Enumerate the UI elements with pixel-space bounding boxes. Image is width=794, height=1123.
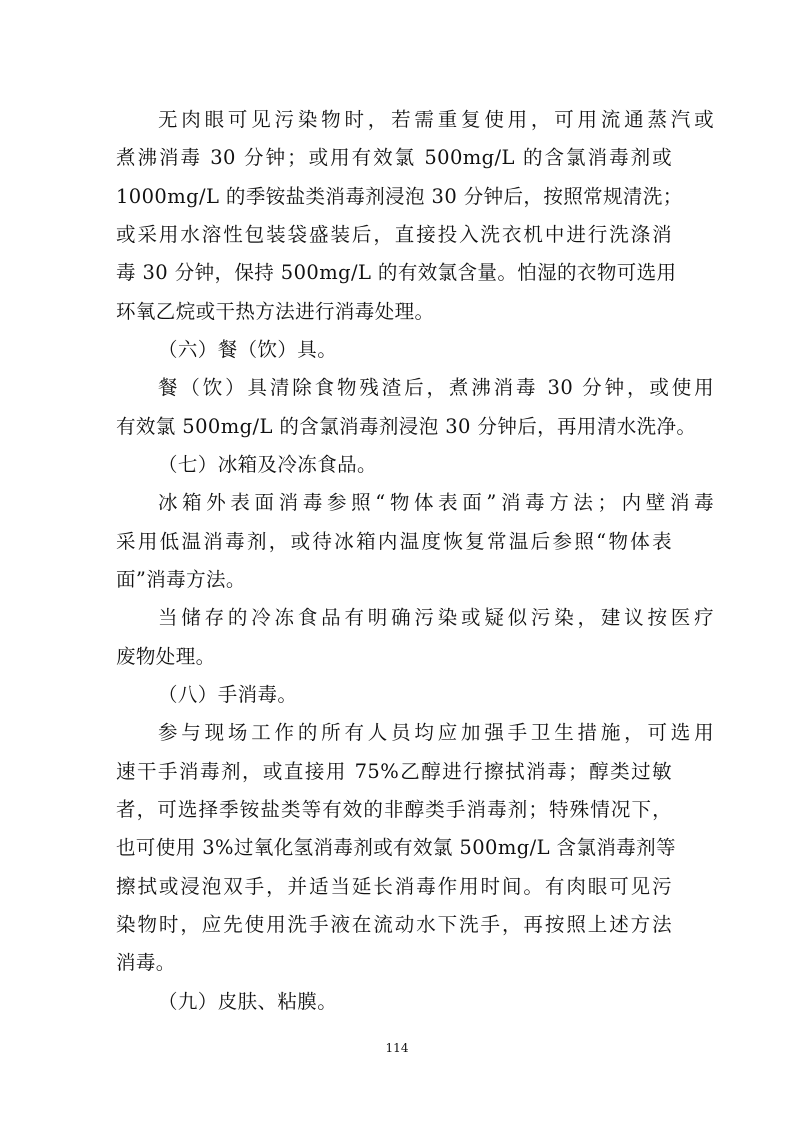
body-text-line: 餐（饮）具清除食物残渣后，煮沸消毒 30 分钟，或使用: [158, 376, 714, 399]
body-text-line: 面”消毒方法。: [116, 568, 246, 591]
body-text-line: 无肉眼可见污染物时，若需重复使用，可用流通蒸汽或: [158, 108, 714, 131]
section-heading: （七）冰箱及冷冻食品。: [158, 453, 377, 476]
body-text-line: 采用低温消毒剂，或待冰箱内温度恢复常温后参照“物体表: [116, 530, 672, 553]
section-heading: （八）手消毒。: [158, 683, 298, 706]
body-text-line: 毒 30 分钟，保持 500mg/L 的有效氯含量。怕湿的衣物可选用: [116, 261, 677, 284]
body-text-line: 煮沸消毒 30 分钟；或用有效氯 500mg/L 的含氯消毒剂或: [116, 146, 672, 169]
body-text-line: 参与现场工作的所有人员均应加强手卫生措施，可选用: [158, 721, 714, 744]
body-text-line: 当储存的冷冻食品有明确污染或疑似污染，建议按医疗: [158, 606, 714, 629]
body-text-line: 速干手消毒剂，或直接用 75%乙醇进行擦拭消毒；醇类过敏: [116, 760, 672, 783]
body-text-line: 擦拭或浸泡双手，并适当延长消毒作用时间。有肉眼可见污: [116, 875, 672, 898]
body-text-line: 冰箱外表面消毒参照“物体表面”消毒方法；内壁消毒: [158, 491, 714, 514]
body-text-line: 有效氯 500mg/L 的含氯消毒剂浸泡 30 分钟后，再用清水洗净。: [116, 415, 697, 438]
body-text-line: 环氧乙烷或干热方法进行消毒处理。: [116, 300, 435, 323]
body-text-line: 者，可选择季铵盐类等有效的非醇类手消毒剂；特殊情况下，: [116, 798, 672, 821]
body-text-line: 废物处理。: [116, 645, 216, 668]
page-number: 114: [385, 1041, 409, 1055]
body-text-line: 也可使用 3%过氧化氢消毒剂或有效氯 500mg/L 含氯消毒剂等: [116, 836, 676, 859]
body-text-line: 染物时，应先使用洗手液在流动水下洗手，再按照上述方法: [116, 913, 672, 936]
body-text-line: 或采用水溶性包装袋盛装后，直接投入洗衣机中进行洗涤消: [116, 223, 672, 246]
section-heading: （九）皮肤、粘膜。: [158, 990, 338, 1013]
section-heading: （六）餐（饮）具。: [158, 338, 338, 361]
body-text-line: 消毒。: [116, 951, 176, 974]
body-text-line: 1000mg/L 的季铵盐类消毒剂浸泡 30 分钟后，按照常规清洗；: [116, 185, 683, 208]
